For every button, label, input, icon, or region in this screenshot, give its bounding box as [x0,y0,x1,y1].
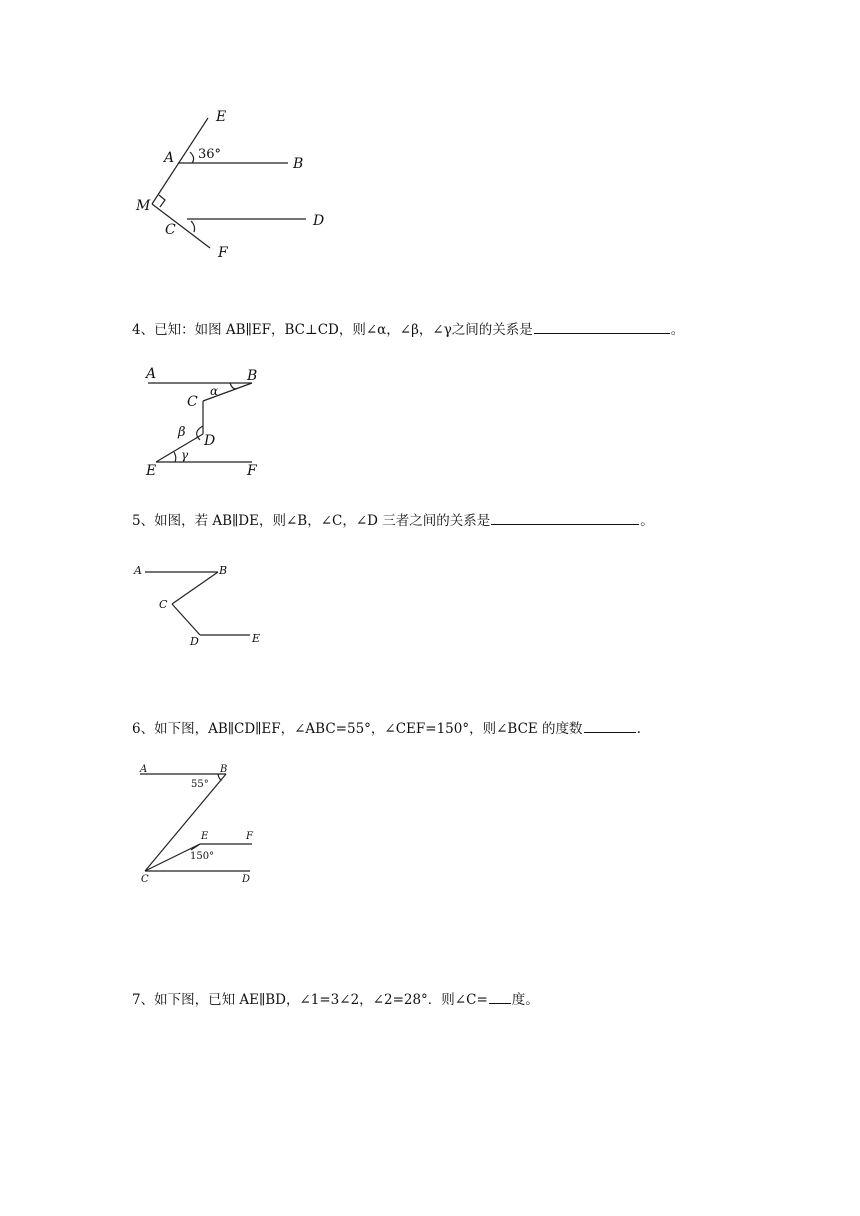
label-d: D [204,433,216,449]
label-d: D [313,213,325,229]
label-a: A [140,764,148,775]
figure-q5 [130,560,270,650]
label-c: C [159,598,168,611]
answer-blank-5[interactable] [491,511,639,525]
label-alpha: α [210,384,219,398]
label-a: A [164,150,175,166]
label-angle-55: 55° [191,779,209,790]
question-7-text: 7、如下图，已知 AE∥BD，∠1=3∠2，∠2=28°．则∠C= [132,992,488,1008]
label-f: F [218,245,228,261]
label-d: D [190,635,199,648]
label-a: A [134,564,142,577]
label-c: C [165,222,176,238]
question-4-text: 4、已知：如图 AB∥EF，BC⊥CD，则∠α，∠β，∠γ之间的关系是 [132,322,533,338]
label-e: E [252,632,261,645]
label-m: M [136,198,151,214]
label-c: C [141,874,149,885]
label-f: F [246,831,253,842]
label-beta: β [178,425,186,440]
question-4: 4、已知：如图 AB∥EF，BC⊥CD，则∠α，∠β，∠γ之间的关系是 。 [132,322,685,338]
question-7: 7、如下图，已知 AE∥BD，∠1=3∠2，∠2=28°．则∠C= 度。 [132,992,539,1008]
label-e: E [201,831,209,842]
label-c: C [187,394,198,410]
figure-q4 [140,362,280,482]
figure-q3 [130,100,350,270]
answer-blank-4[interactable] [534,320,670,334]
label-b: B [293,156,304,172]
label-d: D [242,874,251,885]
label-b: B [247,368,258,384]
answer-blank-7[interactable] [489,990,511,1004]
label-e: E [146,463,157,479]
question-6: 6、如下图，AB∥CD∥EF，∠ABC=55°，∠CEF=150°，则∠BCE 的度数 . [132,721,641,737]
answer-blank-6[interactable] [584,719,636,733]
label-b: B [219,564,228,577]
question-6-text: 6、如下图，AB∥CD∥EF，∠ABC=55°，∠CEF=150°，则∠BCE 的度数 [132,721,583,737]
question-5-text: 5、如图，若 AB∥DE，则∠B，∠C，∠D 三者之间的关系是 [132,513,491,529]
figure-q6 [130,760,270,890]
label-gamma: γ [181,448,189,462]
label-angle-150: 150° [190,851,215,862]
question-5: 5、如图，若 AB∥DE，则∠B，∠C，∠D 三者之间的关系是 。 [132,513,654,529]
label-e: E [216,109,227,125]
label-f: F [247,463,257,479]
label-a: A [146,366,157,382]
label-angle-36: 36° [198,147,222,162]
label-b: B [220,764,228,775]
